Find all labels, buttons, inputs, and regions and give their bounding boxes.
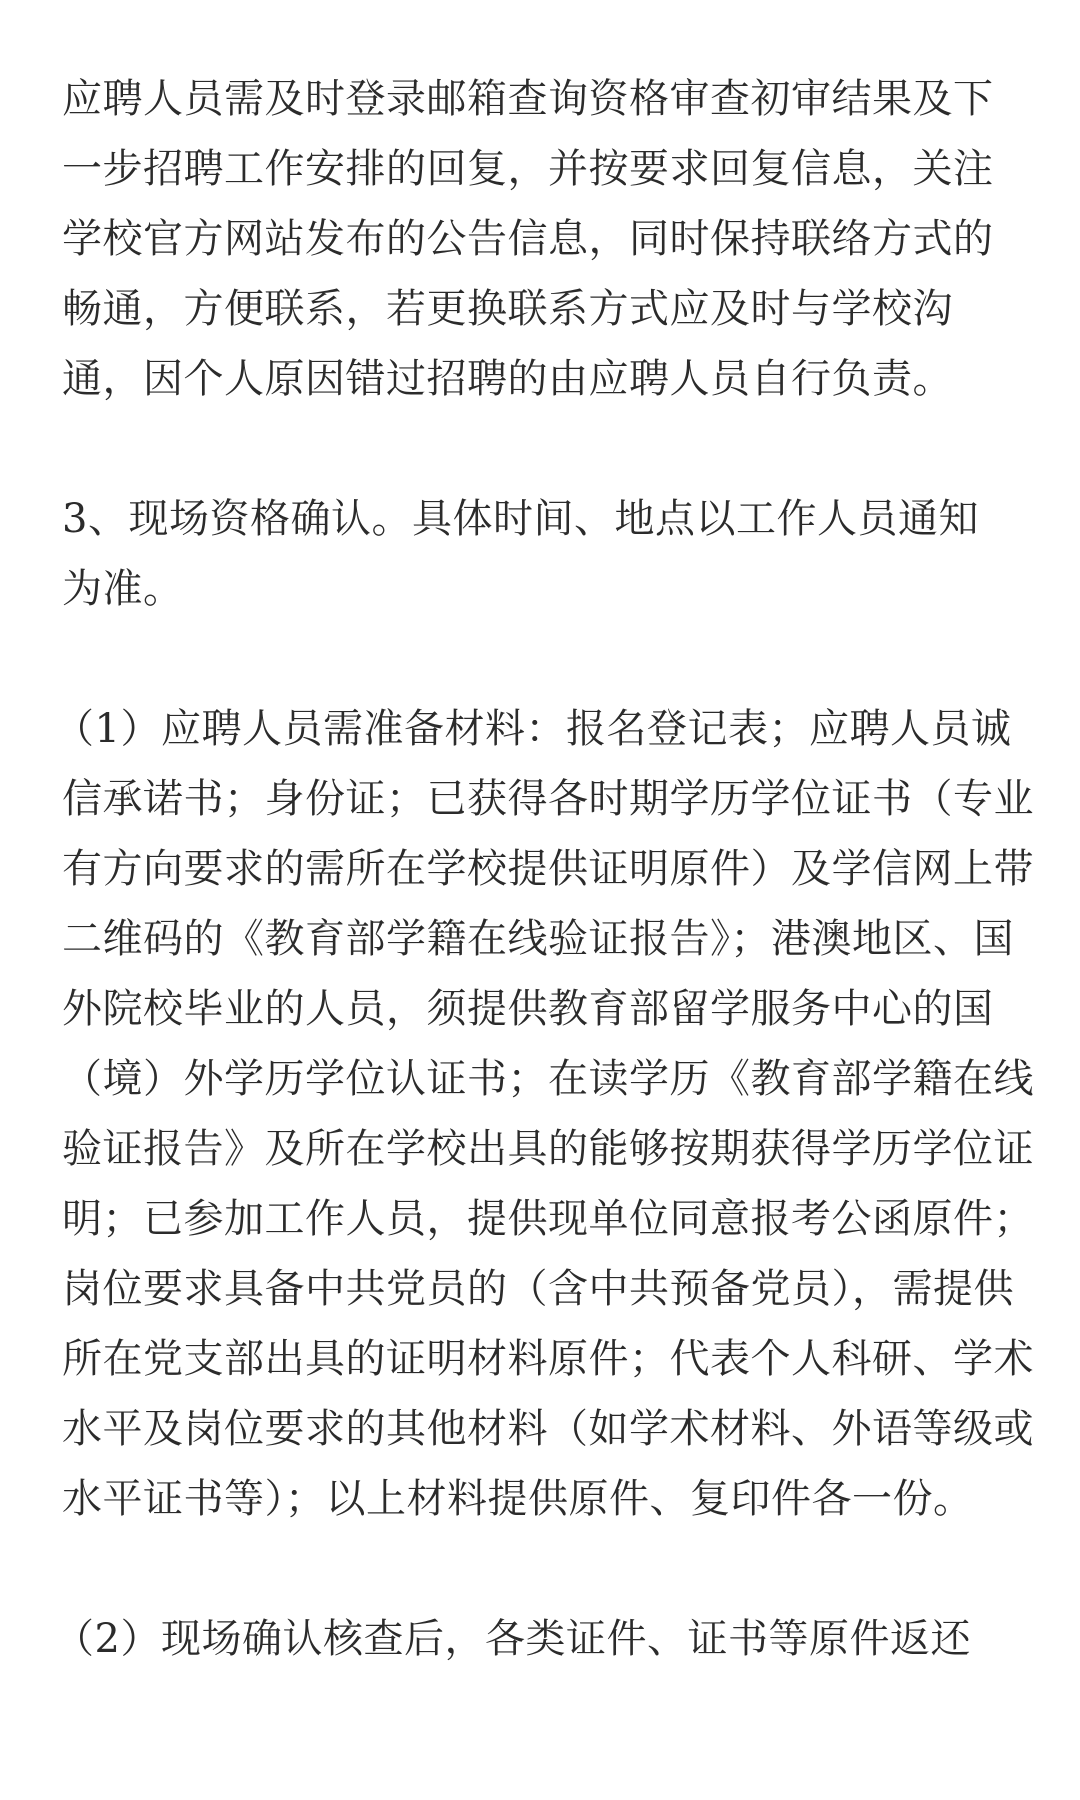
paragraph-required-materials: （1）应聘人员需准备材料：报名登记表；应聘人员诚信承诺书；身份证；已获得各时期学历学位证书（专业有方向要求的需所在学校提供证明原件）及学信网上带二维码的《教育部学籍在线验证报告》；港澳地区、国外院校毕业的人员，须提供教育部留学服务中心的国（境）外学历学位认证书；在读学历《教育部学籍在线验证报告》及所在学校出具的能够按期获得学历学位证明；已参加工作人员，提供现单位同意报考公函原件；岗位要求具备中共党员的（含中共预备党员），需提供所在党支部出具的证明材料原件；代表个人科研、学术水平及岗位要求的其他材料（如学术材料、外语等级或水平证书等）；以上材料提供原件、复印件各一份。 (54, 706, 1034, 1522)
paragraph-onsite-confirmation: 3、现场资格确认。具体时间、地点以工作人员通知为准。 (62, 496, 979, 612)
paragraph-return-originals: （2）现场确认核查后，各类证件、证书等原件返还 (54, 1616, 971, 1662)
paragraph-contact-notice: 应聘人员需及时登录邮箱查询资格审查初审结果及下一步招聘工作安排的回复，并按要求回复信息，关注学校官方网站发布的公告信息，同时保持联络方式的畅通，方便联系，若更换联系方式应及时与学校沟通，因个人原因错过招聘的由应聘人员自行负责。 (62, 76, 994, 402)
